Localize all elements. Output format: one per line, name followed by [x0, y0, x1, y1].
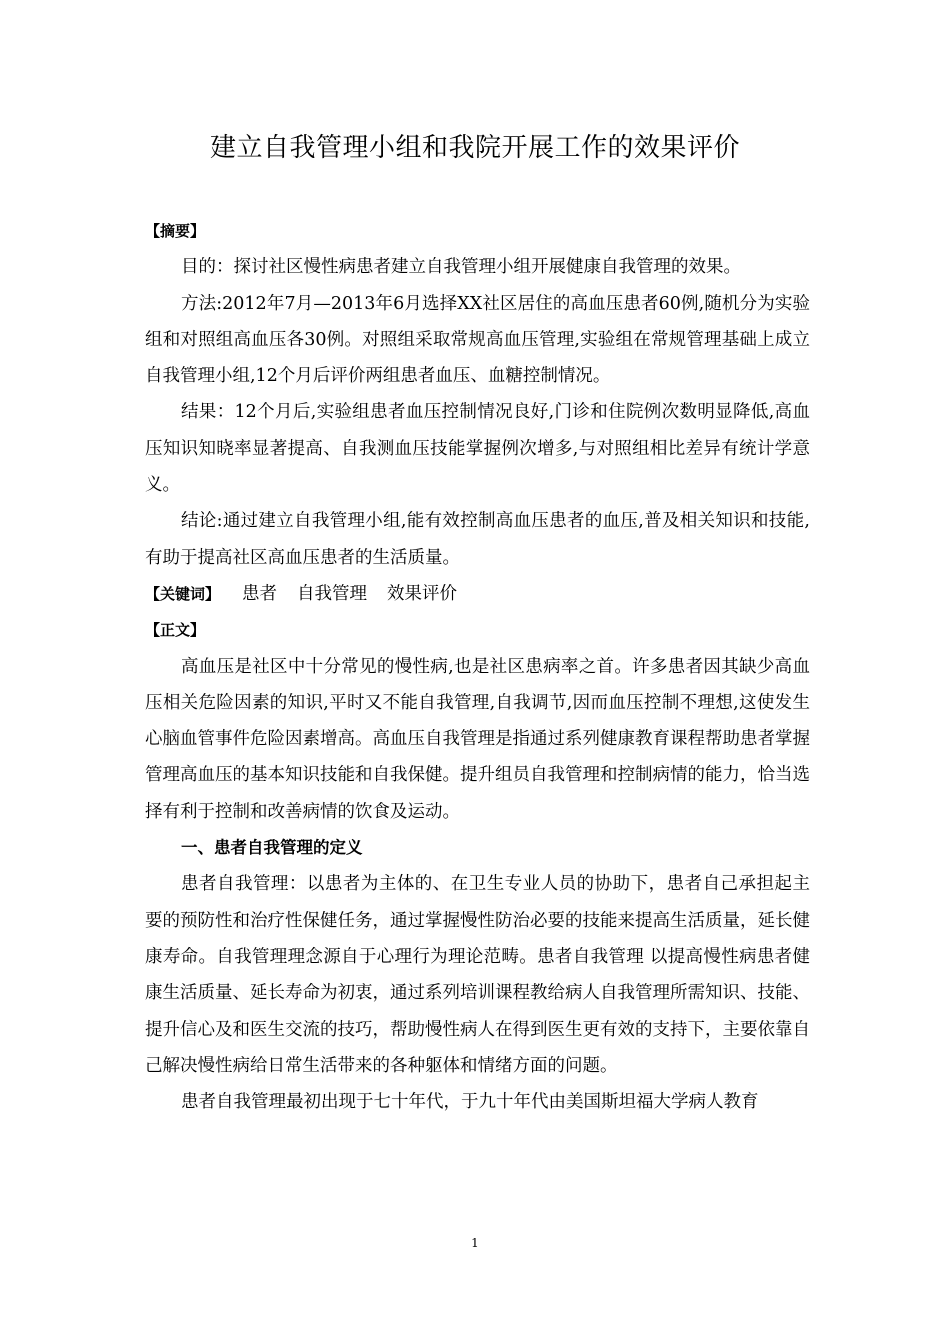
- section-heading: 一、患者自我管理的定义: [181, 838, 363, 858]
- keyword-item: 患者: [242, 583, 278, 604]
- abstract-result: 结果：12个月后,实验组患者血压控制情况良好,门诊和住院例次数明显降低,高血压知识知晓率显著提高、自我测血压技能掌握例次增多,与对照组相比差异有统计学意义。: [145, 402, 810, 496]
- intro-paragraph: 高血压是社区中十分常见的慢性病,也是社区患病率之首。许多患者因其缺少高血压相关危险因素的知识,平时又不能自我管理,自我调节,因而血压控制不理想,这使发生心脑血管事件危险因素增高。高血压自我管理是指通过系列健康教育课程帮助患者掌握管理高血压的基本知识技能和自我保健。提升组员自我管理和控制病情的能力，恰当选择有利于控制和改善病情的饮食及运动。: [145, 656, 810, 822]
- abstract-heading: [145, 213, 810, 249]
- abstract-label: 【摘要】: [145, 222, 206, 240]
- section-paragraph: 患者自我管理：以患者为主体的、在卫生专业人员的协助下，患者自己承担起主要的预防性和治疗性保健任务，通过掌握慢性防治必要的技能来提高生活质量，延长健康寿命。自我管理理念源自于心理行为理论范畴。患者自我管理 以提高慢性病患者健康生活质量、延长寿命为初衷，通过系列培训课程教给病人自我管理所需知识、技能、提升信心及和医生交流的技巧，帮助慢性病人在得到医生更有效的支持下，主要依靠自己解决慢性病给日常生活带来的各种躯体和情绪方面的问题。: [145, 874, 810, 1076]
- document-title: 建立自我管理小组和我院开展工作的效果评价: [209, 133, 740, 163]
- keywords-label: 【关键词】: [145, 584, 221, 603]
- abstract-method: 方法:2012年7月—2013年6月选择XX社区居住的高血压患者60例,随机分为实验组和对照组高血压各30例。对照组采取常规高血压管理,实验组在常规管理基础上成立自我管理小组,12个月后评价两组患者血压、血糖控制情况。: [145, 293, 810, 387]
- body-label: 【正文】: [145, 621, 206, 640]
- abstract-conclusion: 结论:通过建立自我管理小组,能有效控制高血压患者的血压,普及相关知识和技能,有助于提高社区高血压患者的生活质量。: [145, 511, 810, 568]
- document-body: [145, 213, 810, 1120]
- body-heading: [145, 612, 810, 648]
- section-paragraph: 患者自我管理最初出现于七十年代，于九十年代由美国斯坦福大学病人教育: [181, 1092, 759, 1113]
- abstract-purpose: 目的：探讨社区慢性病患者建立自我管理小组开展健康自我管理的效果。: [181, 257, 741, 278]
- keyword-item: 自我管理: [297, 583, 368, 604]
- keywords-line: [145, 576, 810, 612]
- page-number: 1: [471, 1236, 479, 1250]
- keyword-item: 效果评价: [387, 583, 458, 604]
